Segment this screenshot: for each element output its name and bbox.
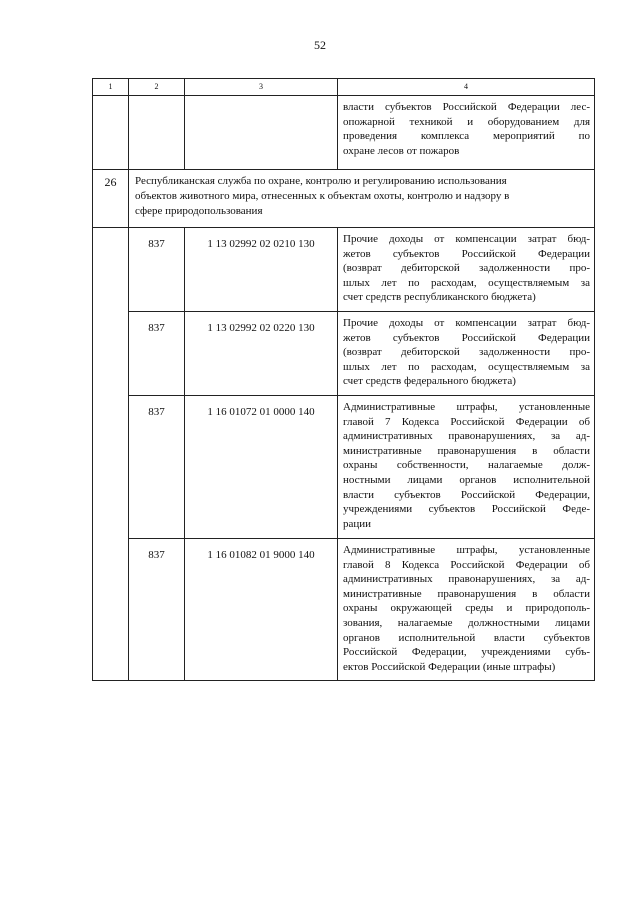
revenue-code: 1 16 01082 01 9000 140 [185,539,338,681]
admin-code: 837 [129,539,185,681]
revenue-code: 1 13 02992 02 0210 130 [185,228,338,312]
revenue-description: Административные штрафы, установленные главой 8 Кодекса Российской Федерации об административных правонарушениях, за ад- министративные правонарушения в области охраны окружающей среды и природополь- зования, налагаемые должностными лицами органов исполнительной власти субъектов Российской Федерации, учреждениями субъ- ектов Российской Федерации (иные штрафы) [338,539,595,681]
table-header-row [93,79,595,96]
section-number: 26 [93,170,129,228]
admin-code: 837 [129,312,185,396]
header-col-1: 1 [93,79,129,96]
revenue-table [92,78,595,681]
empty-cell [185,96,338,170]
empty-cell [129,96,185,170]
page-number: 52 [314,38,326,52]
table-row [93,396,595,539]
revenue-description: Административные штрафы, установленные главой 7 Кодекса Российской Федерации об административных правонарушениях, за ад- министративные правонарушения в области охраны собственности, налагаемые долж- ностными лицами органов исполнительной власти субъектов Российской Федерации, учреждениями субъектов Российской Феде- рации [338,396,595,539]
table-row [93,312,595,396]
admin-code: 837 [129,396,185,539]
header-col-4: 4 [338,79,595,96]
continuation-row [93,96,595,170]
header-col-3: 3 [185,79,338,96]
section-row [93,170,595,228]
empty-cell [93,228,129,681]
revenue-code: 1 16 01072 01 0000 140 [185,396,338,539]
section-title: Республиканская служба по охране, контролю и регулированию использования объектов животного мира, отнесенных к объектам охоты, контролю и надзору в сфере природопользования [129,170,595,228]
admin-code: 837 [129,228,185,312]
revenue-code: 1 13 02992 02 0220 130 [185,312,338,396]
header-col-2: 2 [129,79,185,96]
revenue-description: Прочие доходы от компенсации затрат бюд- жетов субъектов Российской Федерации (возврат дебиторской задолженности про- шлых лет по расходам, осуществляемым за счет средств республиканского бюджета) [338,228,595,312]
table-row [93,539,595,681]
table-row [93,228,595,312]
empty-cell [93,96,129,170]
continuation-text: власти субъектов Российской Федерации лес- опожарной техникой и оборудованием для проведения комплекса мероприятий по охране лесов от пожаров [338,96,595,170]
revenue-description: Прочие доходы от компенсации затрат бюд- жетов субъектов Российской Федерации (возврат дебиторской задолженности про- шлых лет по расходам, осуществляемым за счет средств федерального бюджета) [338,312,595,396]
